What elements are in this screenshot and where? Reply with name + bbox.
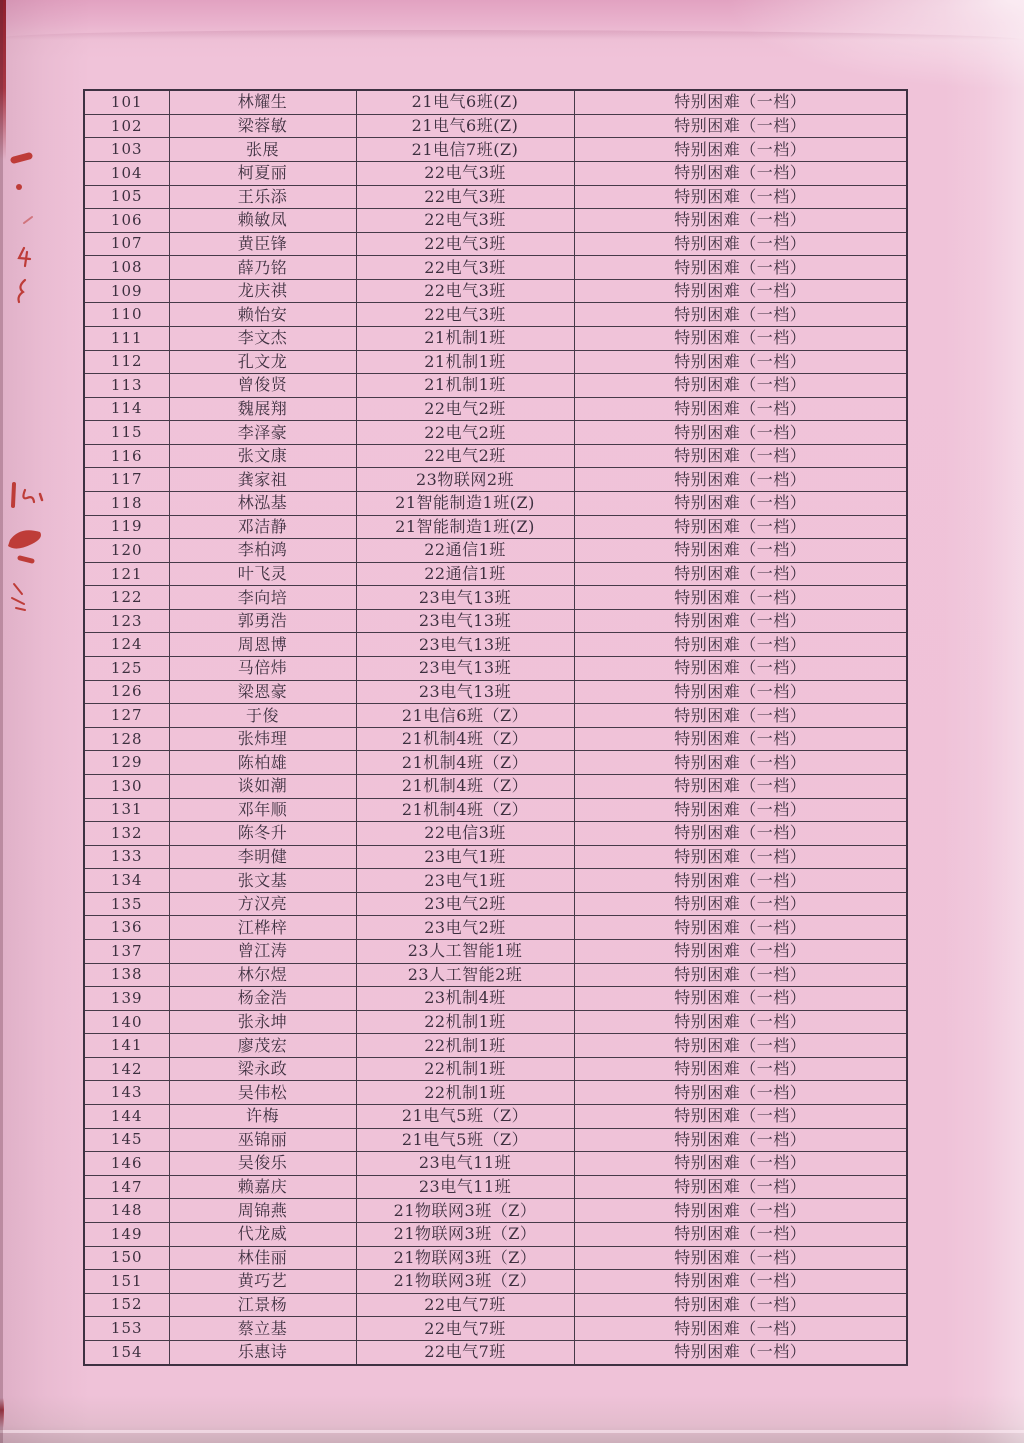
table-row — [84, 845, 907, 869]
row-number: 114 — [84, 397, 169, 421]
student-name: 廖茂宏 — [169, 1034, 356, 1058]
row-number: 139 — [84, 987, 169, 1011]
difficulty-level: 特别困难（一档） — [574, 798, 907, 822]
table-row — [84, 1057, 907, 1081]
table-row — [84, 704, 907, 728]
table-row — [84, 940, 907, 964]
class-name: 21物联网3班（Z） — [356, 1199, 574, 1223]
student-name: 柯夏丽 — [169, 161, 356, 185]
table-row — [84, 350, 907, 374]
difficulty-level: 特别困难（一档） — [574, 963, 907, 987]
class-name: 23电气13班 — [356, 586, 574, 610]
table-row — [84, 916, 907, 940]
class-name: 23电气2班 — [356, 892, 574, 916]
difficulty-level: 特别困难（一档） — [574, 774, 907, 798]
difficulty-level: 特别困难（一档） — [574, 209, 907, 233]
table-row — [84, 869, 907, 893]
class-name: 21机制1班 — [356, 374, 574, 398]
difficulty-level: 特别困难（一档） — [574, 138, 907, 162]
class-name: 22电气7班 — [356, 1293, 574, 1317]
row-number: 125 — [84, 657, 169, 681]
student-name: 赖敏凤 — [169, 209, 356, 233]
student-name: 周锦燕 — [169, 1199, 356, 1223]
row-number: 109 — [84, 279, 169, 303]
table-row — [84, 1175, 907, 1199]
class-name: 21物联网3班（Z） — [356, 1222, 574, 1246]
student-name: 杨金浩 — [169, 987, 356, 1011]
student-name: 陈冬升 — [169, 822, 356, 846]
student-name: 梁永政 — [169, 1057, 356, 1081]
table-row — [84, 562, 907, 586]
row-number: 152 — [84, 1293, 169, 1317]
student-name: 张炜理 — [169, 727, 356, 751]
paper-top-edge — [0, 30, 1024, 40]
table-row — [84, 1152, 907, 1176]
student-name: 蔡立基 — [169, 1317, 356, 1341]
row-number: 136 — [84, 916, 169, 940]
student-name: 林佳丽 — [169, 1246, 356, 1270]
table-row — [84, 1128, 907, 1152]
class-name: 23电气13班 — [356, 680, 574, 704]
row-number: 111 — [84, 326, 169, 350]
row-number: 126 — [84, 680, 169, 704]
difficulty-level: 特别困难（一档） — [574, 1057, 907, 1081]
row-number: 103 — [84, 138, 169, 162]
class-name: 23电气11班 — [356, 1175, 574, 1199]
table-row — [84, 1105, 907, 1129]
row-number: 148 — [84, 1199, 169, 1223]
class-name: 21机制1班 — [356, 350, 574, 374]
table-row — [84, 161, 907, 185]
row-number: 128 — [84, 727, 169, 751]
student-table-body — [84, 90, 907, 1365]
row-number: 147 — [84, 1175, 169, 1199]
row-number: 106 — [84, 209, 169, 233]
class-name: 21机制4班（Z） — [356, 727, 574, 751]
class-name: 22电气3班 — [356, 303, 574, 327]
table-row — [84, 892, 907, 916]
scan-edge-red-strip — [0, 0, 6, 160]
row-number: 127 — [84, 704, 169, 728]
class-name: 21机制4班（Z） — [356, 751, 574, 775]
difficulty-level: 特别困难（一档） — [574, 1199, 907, 1223]
class-name: 23电气1班 — [356, 869, 574, 893]
row-number: 140 — [84, 1010, 169, 1034]
student-name: 李泽豪 — [169, 421, 356, 445]
difficulty-level: 特别困难（一档） — [574, 444, 907, 468]
table-row — [84, 185, 907, 209]
class-name: 22电气3班 — [356, 161, 574, 185]
class-name: 22电气3班 — [356, 232, 574, 256]
table-row — [84, 209, 907, 233]
table-row — [84, 963, 907, 987]
difficulty-level: 特别困难（一档） — [574, 751, 907, 775]
class-name: 21智能制造1班(Z) — [356, 515, 574, 539]
student-name: 王乐添 — [169, 185, 356, 209]
row-number: 124 — [84, 633, 169, 657]
table-row — [84, 421, 907, 445]
table-row — [84, 303, 907, 327]
table-row — [84, 539, 907, 563]
class-name: 22电气3班 — [356, 279, 574, 303]
class-name: 21机制4班（Z） — [356, 774, 574, 798]
student-name: 吴俊乐 — [169, 1152, 356, 1176]
difficulty-level: 特别困难（一档） — [574, 657, 907, 681]
table-row — [84, 1222, 907, 1246]
table-row — [84, 657, 907, 681]
difficulty-level: 特别困难（一档） — [574, 468, 907, 492]
table-row — [84, 256, 907, 280]
table-row — [84, 232, 907, 256]
table-row — [84, 326, 907, 350]
student-name: 乐惠诗 — [169, 1340, 356, 1365]
difficulty-level: 特别困难（一档） — [574, 562, 907, 586]
difficulty-level: 特别困难（一档） — [574, 1175, 907, 1199]
class-name: 22电气2班 — [356, 397, 574, 421]
table-row — [84, 1246, 907, 1270]
table-row — [84, 680, 907, 704]
student-name: 江桦梓 — [169, 916, 356, 940]
difficulty-level: 特别困难（一档） — [574, 633, 907, 657]
student-name: 林尔煜 — [169, 963, 356, 987]
difficulty-level: 特别困难（一档） — [574, 1293, 907, 1317]
class-name: 21机制1班 — [356, 326, 574, 350]
difficulty-level: 特别困难（一档） — [574, 1152, 907, 1176]
row-number: 117 — [84, 468, 169, 492]
difficulty-level: 特别困难（一档） — [574, 1222, 907, 1246]
student-name: 梁蓉敏 — [169, 114, 356, 138]
left-shadow — [0, 0, 90, 1443]
student-aid-table — [83, 89, 908, 1366]
class-name: 21电气6班(Z) — [356, 114, 574, 138]
difficulty-level: 特别困难（一档） — [574, 1034, 907, 1058]
table-row — [84, 1293, 907, 1317]
class-name: 21电气5班（Z） — [356, 1105, 574, 1129]
student-name: 叶飞灵 — [169, 562, 356, 586]
student-name: 江景杨 — [169, 1293, 356, 1317]
row-number: 130 — [84, 774, 169, 798]
class-name: 21物联网3班（Z） — [356, 1270, 574, 1294]
difficulty-level: 特别困难（一档） — [574, 1246, 907, 1270]
student-name: 张展 — [169, 138, 356, 162]
difficulty-level: 特别困难（一档） — [574, 232, 907, 256]
table-row — [84, 751, 907, 775]
table-row — [84, 798, 907, 822]
class-name: 22电气2班 — [356, 421, 574, 445]
table-row — [84, 774, 907, 798]
row-number: 120 — [84, 539, 169, 563]
right-highlight — [944, 0, 1024, 1443]
row-number: 123 — [84, 609, 169, 633]
class-name: 22机制1班 — [356, 1034, 574, 1058]
class-name: 23人工智能1班 — [356, 940, 574, 964]
table-row — [84, 1317, 907, 1341]
row-number: 138 — [84, 963, 169, 987]
class-name: 23电气13班 — [356, 609, 574, 633]
row-number: 118 — [84, 492, 169, 516]
difficulty-level: 特别困难（一档） — [574, 90, 907, 114]
class-name: 22电气3班 — [356, 256, 574, 280]
difficulty-level: 特别困难（一档） — [574, 609, 907, 633]
class-name: 21物联网3班（Z） — [356, 1246, 574, 1270]
scan-left-edge-line — [0, 0, 3, 1443]
student-name: 梁恩豪 — [169, 680, 356, 704]
class-name: 22通信1班 — [356, 562, 574, 586]
student-name: 邓洁静 — [169, 515, 356, 539]
difficulty-level: 特别困难（一档） — [574, 539, 907, 563]
class-name: 22电气7班 — [356, 1317, 574, 1341]
difficulty-level: 特别困难（一档） — [574, 397, 907, 421]
table-row — [84, 138, 907, 162]
table-row — [84, 114, 907, 138]
class-name: 21电信7班(Z) — [356, 138, 574, 162]
row-number: 153 — [84, 1317, 169, 1341]
row-number: 133 — [84, 845, 169, 869]
row-number: 154 — [84, 1340, 169, 1365]
table-row — [84, 90, 907, 114]
student-name: 周恩博 — [169, 633, 356, 657]
difficulty-level: 特别困难（一档） — [574, 303, 907, 327]
class-name: 21电信6班（Z） — [356, 704, 574, 728]
student-name: 孔文龙 — [169, 350, 356, 374]
student-name: 李向培 — [169, 586, 356, 610]
difficulty-level: 特别困难（一档） — [574, 822, 907, 846]
class-name: 22电气3班 — [356, 209, 574, 233]
row-number: 146 — [84, 1152, 169, 1176]
student-name: 林泓基 — [169, 492, 356, 516]
student-name: 薛乃铭 — [169, 256, 356, 280]
table-row — [84, 987, 907, 1011]
table-row — [84, 444, 907, 468]
row-number: 134 — [84, 869, 169, 893]
difficulty-level: 特别困难（一档） — [574, 704, 907, 728]
row-number: 151 — [84, 1270, 169, 1294]
student-name: 邓年顺 — [169, 798, 356, 822]
table-row — [84, 1034, 907, 1058]
class-name: 21机制4班（Z） — [356, 798, 574, 822]
scan-edge-red-strip-bottom — [0, 1398, 4, 1428]
student-name: 吴伟松 — [169, 1081, 356, 1105]
difficulty-level: 特别困难（一档） — [574, 374, 907, 398]
table-row — [84, 1340, 907, 1365]
difficulty-level: 特别困难（一档） — [574, 1105, 907, 1129]
class-name: 21电气5班（Z） — [356, 1128, 574, 1152]
top-right-highlight — [724, 0, 1024, 90]
row-number: 149 — [84, 1222, 169, 1246]
row-number: 102 — [84, 114, 169, 138]
class-name: 23电气11班 — [356, 1152, 574, 1176]
difficulty-level: 特别困难（一档） — [574, 916, 907, 940]
student-name: 曾江涛 — [169, 940, 356, 964]
student-name: 张永坤 — [169, 1010, 356, 1034]
student-name: 龙庆祺 — [169, 279, 356, 303]
table-row — [84, 609, 907, 633]
difficulty-level: 特别困难（一档） — [574, 1340, 907, 1365]
student-name: 张文康 — [169, 444, 356, 468]
student-name: 曾俊贤 — [169, 374, 356, 398]
difficulty-level: 特别困难（一档） — [574, 161, 907, 185]
difficulty-level: 特别困难（一档） — [574, 326, 907, 350]
class-name: 23物联网2班 — [356, 468, 574, 492]
ink-mark — [0, 140, 70, 860]
row-number: 143 — [84, 1081, 169, 1105]
difficulty-level: 特别困难（一档） — [574, 492, 907, 516]
class-name: 22机制1班 — [356, 1081, 574, 1105]
row-number: 145 — [84, 1128, 169, 1152]
row-number: 121 — [84, 562, 169, 586]
difficulty-level: 特别困难（一档） — [574, 586, 907, 610]
table-row — [84, 1199, 907, 1223]
row-number: 116 — [84, 444, 169, 468]
row-number: 137 — [84, 940, 169, 964]
class-name: 23人工智能2班 — [356, 963, 574, 987]
student-name: 黄巧艺 — [169, 1270, 356, 1294]
row-number: 115 — [84, 421, 169, 445]
table-row — [84, 1081, 907, 1105]
difficulty-level: 特别困难（一档） — [574, 727, 907, 751]
row-number: 101 — [84, 90, 169, 114]
table-row — [84, 633, 907, 657]
class-name: 22电气7班 — [356, 1340, 574, 1365]
table-row — [84, 586, 907, 610]
row-number: 113 — [84, 374, 169, 398]
row-number: 112 — [84, 350, 169, 374]
difficulty-level: 特别困难（一档） — [574, 845, 907, 869]
student-name: 黄臣锋 — [169, 232, 356, 256]
class-name: 22电气2班 — [356, 444, 574, 468]
row-number: 108 — [84, 256, 169, 280]
row-number: 132 — [84, 822, 169, 846]
student-name: 巫锦丽 — [169, 1128, 356, 1152]
difficulty-level: 特别困难（一档） — [574, 421, 907, 445]
class-name: 22通信1班 — [356, 539, 574, 563]
table-row — [84, 279, 907, 303]
row-number: 122 — [84, 586, 169, 610]
table-row — [84, 492, 907, 516]
difficulty-level: 特别困难（一档） — [574, 185, 907, 209]
class-name: 22机制1班 — [356, 1057, 574, 1081]
row-number: 141 — [84, 1034, 169, 1058]
difficulty-level: 特别困难（一档） — [574, 114, 907, 138]
row-number: 131 — [84, 798, 169, 822]
class-name: 21电气6班(Z) — [356, 90, 574, 114]
student-name: 魏展翔 — [169, 397, 356, 421]
student-name: 郭勇浩 — [169, 609, 356, 633]
difficulty-level: 特别困难（一档） — [574, 680, 907, 704]
student-name: 方汉亮 — [169, 892, 356, 916]
difficulty-level: 特别困难（一档） — [574, 1010, 907, 1034]
student-name: 谈如潮 — [169, 774, 356, 798]
row-number: 110 — [84, 303, 169, 327]
student-name: 赖嘉庆 — [169, 1175, 356, 1199]
difficulty-level: 特别困难（一档） — [574, 1317, 907, 1341]
row-number: 105 — [84, 185, 169, 209]
student-name: 龚家祖 — [169, 468, 356, 492]
table-row — [84, 822, 907, 846]
table-row — [84, 515, 907, 539]
student-name: 于俊 — [169, 704, 356, 728]
class-name: 23机制4班 — [356, 987, 574, 1011]
student-name: 李柏鸿 — [169, 539, 356, 563]
class-name: 23电气1班 — [356, 845, 574, 869]
difficulty-level: 特别困难（一档） — [574, 1270, 907, 1294]
table-row — [84, 397, 907, 421]
row-number: 142 — [84, 1057, 169, 1081]
class-name: 23电气13班 — [356, 657, 574, 681]
class-name: 23电气13班 — [356, 633, 574, 657]
row-number: 144 — [84, 1105, 169, 1129]
table-row — [84, 374, 907, 398]
difficulty-level: 特别困难（一档） — [574, 940, 907, 964]
class-name: 22机制1班 — [356, 1010, 574, 1034]
student-name: 代龙威 — [169, 1222, 356, 1246]
row-number: 119 — [84, 515, 169, 539]
row-number: 135 — [84, 892, 169, 916]
difficulty-level: 特别困难（一档） — [574, 1081, 907, 1105]
row-number: 150 — [84, 1246, 169, 1270]
difficulty-level: 特别困难（一档） — [574, 350, 907, 374]
student-name: 李明健 — [169, 845, 356, 869]
difficulty-level: 特别困难（一档） — [574, 892, 907, 916]
student-name: 赖怡安 — [169, 303, 356, 327]
class-name: 23电气2班 — [356, 916, 574, 940]
class-name: 22电信3班 — [356, 822, 574, 846]
difficulty-level: 特别困难（一档） — [574, 279, 907, 303]
difficulty-level: 特别困难（一档） — [574, 515, 907, 539]
student-name: 马倍炜 — [169, 657, 356, 681]
student-name: 陈柏雄 — [169, 751, 356, 775]
table-row — [84, 1010, 907, 1034]
table-row — [84, 468, 907, 492]
class-name: 22电气3班 — [356, 185, 574, 209]
difficulty-level: 特别困难（一档） — [574, 987, 907, 1011]
class-name: 21智能制造1班(Z) — [356, 492, 574, 516]
student-name: 林耀生 — [169, 90, 356, 114]
row-number: 104 — [84, 161, 169, 185]
row-number: 107 — [84, 232, 169, 256]
student-name: 张文基 — [169, 869, 356, 893]
student-name: 李文杰 — [169, 326, 356, 350]
row-number: 129 — [84, 751, 169, 775]
difficulty-level: 特别困难（一档） — [574, 869, 907, 893]
paper-bottom-edge — [0, 1430, 1024, 1433]
student-name: 许梅 — [169, 1105, 356, 1129]
table-row — [84, 727, 907, 751]
difficulty-level: 特别困难（一档） — [574, 256, 907, 280]
difficulty-level: 特别困难（一档） — [574, 1128, 907, 1152]
table-row — [84, 1270, 907, 1294]
